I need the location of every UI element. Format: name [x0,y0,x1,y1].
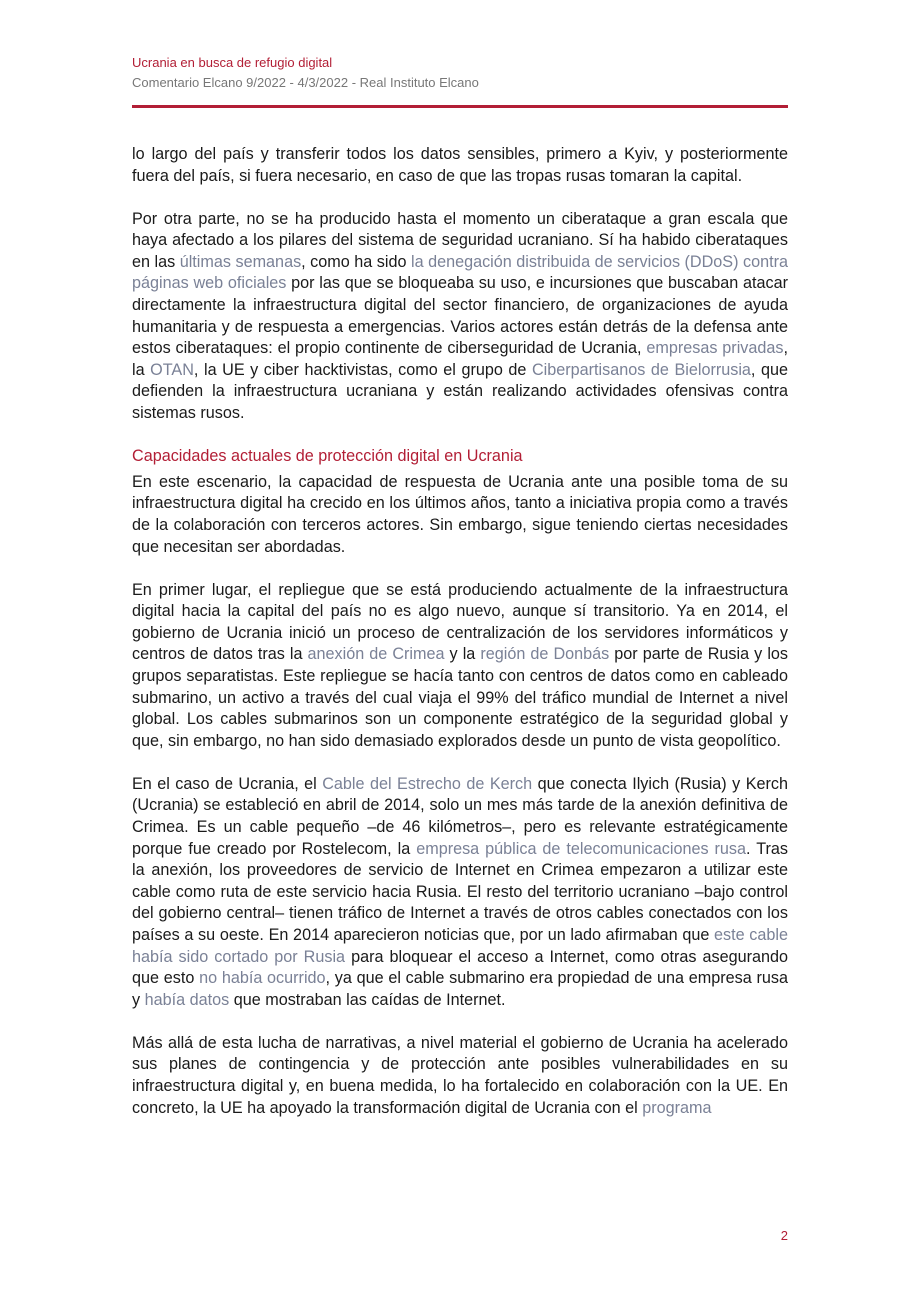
header-title: Ucrania en busca de refugio digital [132,55,333,70]
text-run: que conecta Ilyich (Rusia) y Kerch (Ucrania) se estableció en abril de 2014, solo un mes más tarde de la anexión definitiva de Crimea. Es un cable pequeño –de 46 kilómetros–, pero es relevante estratégicamente porque fue creado por Rostelecom, la [132,774,788,858]
page-number: 2 [780,1228,788,1243]
body-paragraph [132,580,788,753]
body-paragraph [132,1033,788,1119]
inline-link[interactable]: empresas privadas [646,339,784,358]
text-run: para bloquear el acceso a Internet, como otras asegurando que esto [132,947,788,988]
inline-link[interactable]: este cable había sido cortado por Rusia [132,926,789,966]
text-run: En el caso de Ucrania, el [132,774,323,793]
inline-link[interactable]: programa [642,1098,712,1117]
text-run: y la [444,645,481,664]
text-run: , la UE y ciber hacktivistas, como el grupo de [193,360,532,379]
inline-link[interactable]: últimas semanas [179,252,302,271]
section-heading: Capacidades actuales de protección digital en Ucrania [132,447,523,466]
text-run: , que defienden la infraestructura ucraniana y están realizando actividades ofensivas contra sistemas rusos. [132,360,788,423]
text-run: Por otra parte, no se ha producido hasta el momento un ciberataque a gran escala que haya afectado a los pilares del sistema de seguridad ucraniano. Sí ha habido ciberataques en las [132,209,788,271]
inline-link[interactable]: región de Donbás [480,645,610,664]
inline-link[interactable]: anexión de Crimea [307,645,445,664]
text-run: , como ha sido [301,252,411,271]
inline-link[interactable]: OTAN [150,360,194,379]
text-run: . Tras la anexión, los proveedores de servicio de Internet en Crimea empezaron a utilizar este cable como ruta de este servicio hacia Rusia. El resto del territorio ucraniano –bajo control del gobierno central– tienen tráfico de Internet a través de otros cables conectados con los países a su oeste. En 2014 aparecieron noticias que, por un lado afirmaban que [132,839,788,944]
inline-link[interactable]: empresa pública de telecomunicaciones rusa [416,839,747,858]
text-run: En este escenario, la capacidad de respuesta de Ucrania ante una posible toma de su infraestructura digital ha crecido en los últimos años, tanto a iniciativa propia como a través de la colaboración con terceros actores. Sin embargo, sigue teniendo ciertas necesidades que necesitan ser abordadas. [132,472,788,556]
text-run: En primer lugar, el repliegue que se está produciendo actualmente de la infraestructura digital hacia la capital del país no es algo nuevo, aunque sí transitorio. Ya en 2014, el gobierno de Ucrania inició un proceso de centralización de los servidores informáticos y centros de datos tras la [132,580,788,664]
inline-link[interactable]: había datos [144,990,230,1009]
body-paragraph [132,144,788,187]
page-header [132,54,788,92]
body-paragraph [132,472,788,558]
body-content [132,144,788,1141]
inline-link[interactable]: Cable del Estrecho de Kerch [322,774,533,793]
text-run: por parte de Rusia y los grupos separatistas. Este repliegue se hacía tanto con centros de datos como en cableado submarino, un activo a través del cual viaja el 99% del tráfico mundial de Internet a nivel global. Los cables submarinos son un componente estratégico de la seguridad global y que, sin embargo, no han sido demasiado explorados desde un punto de vista geopolítico. [132,645,789,750]
header-divider [132,105,788,108]
text-run: Más allá de esta lucha de narrativas, a nivel material el gobierno de Ucrania ha acelerado sus planes de contingencia y de protección ante posibles vulnerabilidades en su infraestructura digital y, en buena medida, lo ha fortalecido en colaboración con la UE. En concreto, la UE ha apoyado la transformación digital de Ucrania con el [132,1033,788,1117]
inline-link[interactable]: Ciberpartisanos de Bielorrusia [531,360,751,379]
inline-link[interactable]: no había ocurrido [199,969,326,988]
body-paragraph [132,774,788,1012]
text-run: lo largo del país y transferir todos los datos sensibles, primero a Kyiv, y posteriormente fuera del país, si fuera necesario, en caso de que las tropas rusas tomaran la capital. [132,145,788,185]
text-run: , ya que el cable submarino era propiedad de una empresa rusa y [132,969,788,1009]
inline-link[interactable]: la denegación distribuida de servicios (DDoS) contra páginas web oficiales [132,252,788,293]
text-run: por las que se bloqueaba su uso, e incursiones que buscaban atacar directamente la infraestructura digital del sector financiero, de organizaciones de ayuda humanitaria y de respuesta a emergencias. Varios actores están detrás de la defensa ante estos ciberataques: el propio continente de ciberseguridad de Ucrania, [132,274,788,358]
header-subtitle: Comentario Elcano 9/2022 - 4/3/2022 - Real Instituto Elcano [132,75,479,90]
body-paragraph [132,209,788,425]
text-run: , la [132,339,788,379]
text-run: que mostraban las caídas de Internet. [229,990,506,1009]
